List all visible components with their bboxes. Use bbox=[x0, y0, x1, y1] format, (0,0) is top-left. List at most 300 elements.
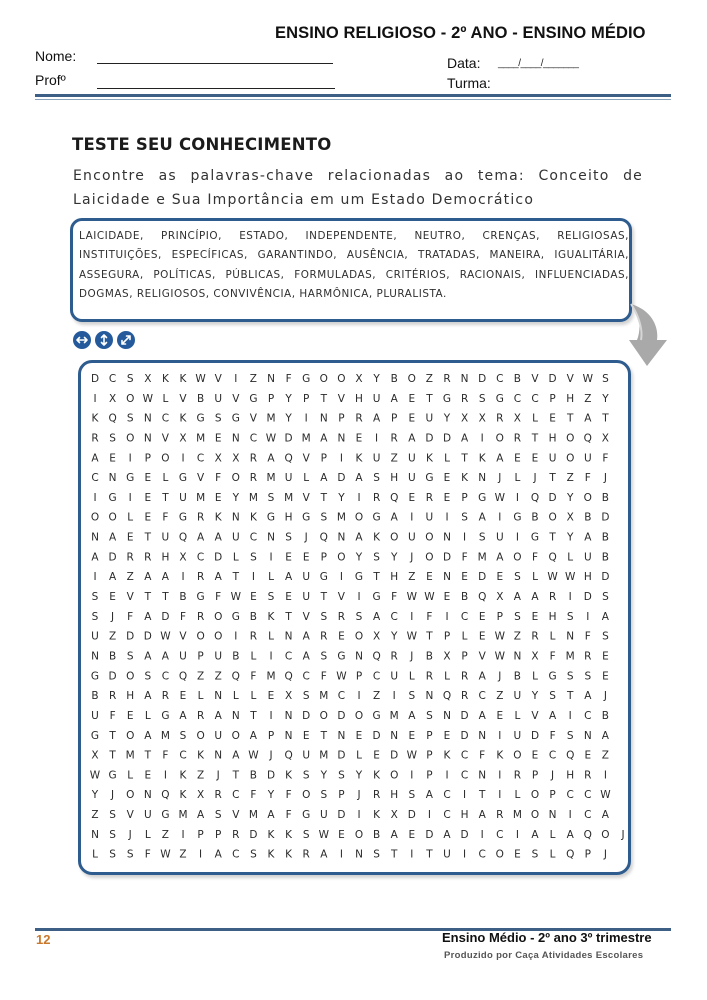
grid-letter[interactable]: I bbox=[357, 591, 361, 603]
grid-letter[interactable]: D bbox=[530, 729, 540, 742]
grid-letter[interactable]: O bbox=[566, 452, 575, 465]
grid-letter[interactable]: I bbox=[357, 690, 361, 703]
grid-letter[interactable]: D bbox=[161, 610, 170, 623]
grid-letter[interactable]: D bbox=[337, 809, 346, 821]
grid-letter[interactable]: S bbox=[408, 789, 416, 802]
grid-letter[interactable]: F bbox=[549, 729, 556, 742]
grid-letter[interactable]: U bbox=[302, 749, 311, 762]
grid-letter[interactable]: M bbox=[565, 650, 575, 663]
grid-letter[interactable]: N bbox=[231, 432, 240, 445]
grid-letter[interactable]: N bbox=[284, 630, 293, 643]
grid-letter[interactable]: W bbox=[582, 373, 593, 385]
grid-letter[interactable]: C bbox=[249, 531, 258, 544]
teacher-field[interactable] bbox=[97, 88, 335, 89]
grid-letter[interactable]: I bbox=[357, 809, 361, 821]
grid-letter[interactable]: I bbox=[568, 591, 572, 603]
grid-letter[interactable]: M bbox=[319, 690, 329, 703]
grid-letter[interactable]: C bbox=[232, 789, 240, 802]
grid-letter[interactable]: E bbox=[338, 630, 345, 643]
grid-letter[interactable]: U bbox=[214, 729, 223, 742]
grid-letter[interactable]: I bbox=[199, 848, 203, 861]
grid-letter[interactable]: L bbox=[232, 690, 239, 703]
grid-letter[interactable]: C bbox=[196, 452, 205, 465]
grid-letter[interactable]: I bbox=[234, 630, 238, 643]
grid-letter[interactable]: D bbox=[390, 749, 399, 762]
grid-letter[interactable]: L bbox=[144, 828, 151, 841]
grid-letter[interactable]: D bbox=[90, 373, 100, 385]
grid-letter[interactable]: H bbox=[566, 769, 575, 782]
grid-letter[interactable]: M bbox=[284, 491, 294, 504]
grid-letter[interactable]: U bbox=[214, 650, 223, 663]
grid-letter[interactable]: C bbox=[584, 709, 592, 722]
grid-letter[interactable]: K bbox=[179, 789, 187, 802]
grid-letter[interactable]: D bbox=[337, 709, 346, 722]
grid-letter[interactable]: K bbox=[443, 749, 451, 762]
grid-letter[interactable]: P bbox=[531, 769, 539, 782]
grid-letter[interactable]: W bbox=[494, 491, 505, 504]
grid-letter[interactable]: S bbox=[320, 610, 328, 623]
grid-letter[interactable]: P bbox=[355, 670, 363, 683]
grid-letter[interactable]: I bbox=[603, 769, 607, 782]
grid-letter[interactable]: O bbox=[126, 729, 135, 742]
grid-letter[interactable]: S bbox=[338, 769, 345, 782]
grid-letter[interactable]: I bbox=[515, 828, 519, 841]
grid-letter[interactable]: L bbox=[127, 769, 134, 782]
grid-letter[interactable]: O bbox=[126, 789, 135, 802]
grid-letter[interactable]: U bbox=[548, 452, 557, 465]
grid-letter[interactable]: R bbox=[460, 670, 469, 683]
grid-letter[interactable]: E bbox=[496, 709, 504, 722]
grid-letter[interactable]: D bbox=[266, 769, 276, 782]
grid-letter[interactable]: A bbox=[584, 531, 592, 544]
grid-letter[interactable]: T bbox=[602, 412, 609, 425]
grid-letter[interactable]: Z bbox=[390, 452, 398, 465]
grid-letter[interactable]: S bbox=[531, 848, 539, 861]
grid-letter[interactable]: I bbox=[181, 571, 185, 584]
grid-letter[interactable]: P bbox=[496, 610, 503, 623]
grid-letter[interactable]: R bbox=[91, 432, 99, 445]
grid-letter[interactable]: I bbox=[427, 809, 431, 821]
grid-letter[interactable]: B bbox=[584, 511, 592, 524]
grid-letter[interactable]: V bbox=[179, 392, 187, 405]
grid-letter[interactable]: Z bbox=[214, 670, 222, 683]
grid-letter[interactable]: F bbox=[549, 650, 556, 663]
grid-letter[interactable]: E bbox=[461, 571, 468, 584]
grid-letter[interactable]: N bbox=[443, 531, 451, 544]
grid-letter[interactable]: I bbox=[269, 709, 273, 722]
grid-letter[interactable]: I bbox=[375, 432, 379, 445]
grid-letter[interactable]: B bbox=[531, 511, 539, 524]
grid-letter[interactable]: P bbox=[461, 650, 468, 663]
grid-letter[interactable]: S bbox=[91, 591, 99, 603]
grid-letter[interactable]: A bbox=[232, 749, 240, 762]
grid-letter[interactable]: S bbox=[355, 610, 363, 623]
grid-letter[interactable]: K bbox=[425, 452, 433, 465]
grid-letter[interactable]: E bbox=[531, 610, 539, 623]
grid-letter[interactable]: F bbox=[426, 610, 433, 623]
grid-letter[interactable]: U bbox=[214, 392, 223, 405]
grid-letter[interactable]: G bbox=[530, 531, 540, 544]
grid-letter[interactable]: G bbox=[442, 392, 452, 405]
grid-letter[interactable]: A bbox=[144, 690, 152, 703]
grid-letter[interactable]: Q bbox=[161, 789, 170, 802]
grid-letter[interactable]: D bbox=[425, 432, 434, 445]
grid-letter[interactable]: R bbox=[196, 571, 205, 584]
grid-letter[interactable]: A bbox=[320, 472, 328, 485]
grid-letter[interactable]: V bbox=[249, 412, 257, 425]
grid-letter[interactable]: G bbox=[231, 610, 240, 623]
grid-letter[interactable]: A bbox=[390, 828, 398, 841]
grid-letter[interactable]: I bbox=[410, 610, 414, 623]
grid-letter[interactable]: A bbox=[478, 809, 486, 821]
grid-letter[interactable]: A bbox=[355, 472, 363, 485]
grid-letter[interactable]: S bbox=[144, 670, 152, 683]
grid-letter[interactable]: S bbox=[91, 610, 99, 623]
grid-letter[interactable]: Z bbox=[179, 848, 187, 861]
grid-letter[interactable]: I bbox=[515, 531, 519, 544]
date-field[interactable]: ____/____/_______ bbox=[498, 58, 579, 69]
grid-letter[interactable]: U bbox=[179, 491, 187, 504]
grid-letter[interactable]: L bbox=[232, 551, 239, 564]
grid-letter[interactable]: Y bbox=[285, 392, 292, 405]
grid-letter[interactable]: A bbox=[443, 828, 451, 841]
grid-letter[interactable]: C bbox=[584, 789, 592, 802]
diagonal-arrows-icon[interactable] bbox=[117, 331, 135, 349]
grid-letter[interactable]: D bbox=[478, 373, 487, 385]
grid-letter[interactable]: G bbox=[372, 709, 381, 722]
grid-letter[interactable]: V bbox=[161, 432, 169, 445]
grid-letter[interactable]: L bbox=[461, 630, 468, 643]
grid-letter[interactable]: O bbox=[583, 491, 592, 504]
grid-letter[interactable]: N bbox=[443, 709, 451, 722]
grid-letter[interactable]: U bbox=[91, 709, 99, 722]
grid-letter[interactable]: M bbox=[319, 749, 329, 762]
grid-letter[interactable]: K bbox=[496, 749, 504, 762]
grid-letter[interactable]: C bbox=[161, 670, 170, 683]
grid-letter[interactable]: R bbox=[443, 373, 451, 385]
grid-letter[interactable]: T bbox=[426, 630, 433, 643]
grid-letter[interactable]: E bbox=[144, 769, 152, 782]
grid-letter[interactable]: B bbox=[249, 769, 258, 782]
grid-letter[interactable]: G bbox=[161, 709, 170, 722]
grid-letter[interactable]: Y bbox=[267, 789, 275, 802]
grid-letter[interactable]: L bbox=[514, 789, 521, 802]
grid-letter[interactable]: A bbox=[584, 690, 592, 703]
grid-letter[interactable]: E bbox=[478, 610, 486, 623]
grid-letter[interactable]: O bbox=[126, 432, 135, 445]
grid-letter[interactable]: O bbox=[161, 452, 170, 465]
grid-letter[interactable]: A bbox=[161, 650, 169, 663]
grid-letter[interactable]: A bbox=[601, 610, 609, 623]
grid-letter[interactable]: P bbox=[320, 452, 327, 465]
grid-letter[interactable]: G bbox=[372, 591, 381, 603]
grid-letter[interactable]: D bbox=[478, 571, 487, 584]
grid-letter[interactable]: R bbox=[249, 452, 258, 465]
grid-letter[interactable]: K bbox=[461, 472, 469, 485]
grid-letter[interactable]: U bbox=[91, 630, 99, 643]
grid-letter[interactable]: A bbox=[214, 571, 222, 584]
grid-letter[interactable]: A bbox=[109, 531, 117, 544]
grid-letter[interactable]: B bbox=[513, 373, 522, 385]
grid-letter[interactable]: G bbox=[354, 571, 364, 584]
grid-letter[interactable]: T bbox=[320, 491, 328, 504]
grid-letter[interactable]: L bbox=[356, 749, 362, 762]
grid-letter[interactable]: T bbox=[109, 749, 116, 762]
grid-letter[interactable]: R bbox=[460, 392, 469, 405]
grid-letter[interactable]: G bbox=[196, 412, 205, 425]
grid-letter[interactable]: W bbox=[494, 630, 505, 643]
grid-letter[interactable]: G bbox=[337, 650, 346, 663]
grid-letter[interactable]: C bbox=[496, 828, 504, 841]
grid-letter[interactable]: Y bbox=[285, 412, 292, 425]
grid-letter[interactable]: L bbox=[567, 551, 574, 564]
grid-letter[interactable]: K bbox=[179, 373, 187, 385]
grid-letter[interactable]: V bbox=[531, 709, 539, 722]
grid-letter[interactable]: G bbox=[372, 511, 381, 524]
grid-letter[interactable]: I bbox=[445, 769, 449, 782]
grid-letter[interactable]: I bbox=[568, 809, 572, 821]
grid-letter[interactable]: L bbox=[250, 650, 257, 663]
grid-letter[interactable]: M bbox=[196, 432, 206, 445]
grid-letter[interactable]: E bbox=[285, 591, 292, 603]
grid-letter[interactable]: B bbox=[179, 591, 187, 603]
grid-letter[interactable]: R bbox=[425, 491, 434, 504]
grid-letter[interactable]: S bbox=[126, 650, 134, 663]
grid-letter[interactable]: I bbox=[463, 848, 467, 861]
grid-letter[interactable]: A bbox=[249, 729, 257, 742]
grid-letter[interactable]: X bbox=[496, 591, 504, 603]
grid-letter[interactable]: P bbox=[461, 491, 468, 504]
grid-letter[interactable]: B bbox=[601, 531, 610, 544]
grid-letter[interactable]: H bbox=[126, 690, 135, 703]
grid-letter[interactable]: R bbox=[513, 769, 522, 782]
grid-letter[interactable]: W bbox=[494, 650, 505, 663]
grid-letter[interactable]: L bbox=[197, 690, 204, 703]
grid-letter[interactable]: S bbox=[566, 610, 574, 623]
grid-letter[interactable]: O bbox=[548, 511, 557, 524]
grid-letter[interactable]: P bbox=[584, 848, 591, 861]
grid-letter[interactable]: X bbox=[144, 373, 152, 385]
grid-letter[interactable]: X bbox=[232, 452, 240, 465]
grid-letter[interactable]: A bbox=[355, 531, 363, 544]
grid-letter[interactable]: E bbox=[338, 828, 345, 841]
grid-letter[interactable]: E bbox=[144, 511, 152, 524]
grid-letter[interactable]: D bbox=[214, 551, 223, 564]
grid-letter[interactable]: R bbox=[108, 690, 117, 703]
grid-letter[interactable]: O bbox=[513, 749, 522, 762]
grid-letter[interactable]: U bbox=[179, 650, 187, 663]
grid-letter[interactable]: T bbox=[549, 472, 556, 485]
grid-letter[interactable]: S bbox=[408, 690, 416, 703]
grid-letter[interactable]: G bbox=[478, 491, 487, 504]
grid-letter[interactable]: F bbox=[531, 551, 539, 564]
grid-letter[interactable]: E bbox=[408, 828, 416, 841]
grid-letter[interactable]: D bbox=[442, 432, 452, 445]
grid-letter[interactable]: T bbox=[109, 729, 116, 742]
grid-letter[interactable]: O bbox=[126, 670, 135, 683]
grid-letter[interactable]: G bbox=[495, 392, 504, 405]
grid-letter[interactable]: H bbox=[548, 610, 557, 623]
grid-letter[interactable]: W bbox=[406, 749, 417, 762]
grid-letter[interactable]: N bbox=[337, 531, 346, 544]
grid-letter[interactable]: E bbox=[478, 630, 486, 643]
name-field[interactable] bbox=[97, 63, 333, 64]
grid-letter[interactable]: P bbox=[338, 412, 345, 425]
grid-letter[interactable]: N bbox=[214, 749, 223, 762]
grid-letter[interactable]: X bbox=[179, 551, 187, 564]
grid-letter[interactable]: E bbox=[126, 531, 134, 544]
grid-letter[interactable]: A bbox=[267, 809, 275, 821]
grid-letter[interactable]: A bbox=[513, 591, 521, 603]
grid-letter[interactable]: U bbox=[372, 452, 381, 465]
grid-letter[interactable]: N bbox=[513, 650, 522, 663]
grid-letter[interactable]: R bbox=[196, 511, 205, 524]
grid-letter[interactable]: A bbox=[320, 848, 328, 861]
grid-letter[interactable]: P bbox=[320, 551, 327, 564]
grid-letter[interactable]: S bbox=[426, 709, 433, 722]
grid-letter[interactable]: W bbox=[547, 571, 558, 584]
grid-letter[interactable]: V bbox=[197, 472, 205, 485]
grid-letter[interactable]: U bbox=[143, 809, 152, 821]
grid-letter[interactable]: D bbox=[372, 729, 381, 742]
grid-letter[interactable]: T bbox=[232, 769, 240, 782]
grid-letter[interactable]: A bbox=[373, 412, 381, 425]
grid-letter[interactable]: R bbox=[144, 551, 152, 564]
grid-letter[interactable]: E bbox=[602, 670, 609, 683]
grid-letter[interactable]: N bbox=[337, 432, 346, 445]
grid-letter[interactable]: S bbox=[602, 373, 609, 385]
grid-letter[interactable]: V bbox=[302, 452, 310, 465]
grid-letter[interactable]: U bbox=[495, 531, 504, 544]
grid-letter[interactable]: I bbox=[515, 491, 519, 504]
grid-letter[interactable]: M bbox=[266, 412, 276, 425]
grid-letter[interactable]: U bbox=[319, 809, 328, 821]
grid-letter[interactable]: Q bbox=[372, 650, 381, 663]
grid-letter[interactable]: O bbox=[126, 392, 135, 405]
grid-letter[interactable]: E bbox=[408, 491, 416, 504]
grid-letter[interactable]: F bbox=[584, 630, 591, 643]
grid-letter[interactable]: R bbox=[196, 709, 205, 722]
grid-letter[interactable]: C bbox=[302, 670, 310, 683]
grid-letter[interactable]: K bbox=[285, 848, 293, 861]
grid-letter[interactable]: K bbox=[373, 769, 381, 782]
grid-letter[interactable]: W bbox=[565, 571, 576, 584]
grid-letter[interactable]: X bbox=[108, 392, 117, 405]
grid-letter[interactable]: K bbox=[214, 511, 222, 524]
grid-letter[interactable]: I bbox=[304, 412, 308, 425]
grid-letter[interactable]: Q bbox=[231, 670, 240, 683]
grid-letter[interactable]: P bbox=[303, 392, 310, 405]
grid-letter[interactable]: E bbox=[531, 749, 539, 762]
grid-letter[interactable]: X bbox=[214, 452, 222, 465]
grid-letter[interactable]: A bbox=[408, 432, 416, 445]
grid-letter[interactable]: A bbox=[478, 511, 486, 524]
grid-letter[interactable]: R bbox=[337, 610, 346, 623]
grid-letter[interactable]: S bbox=[478, 531, 486, 544]
grid-letter[interactable]: F bbox=[285, 809, 292, 821]
grid-letter[interactable]: J bbox=[621, 828, 625, 841]
grid-letter[interactable]: E bbox=[267, 690, 275, 703]
grid-letter[interactable]: J bbox=[269, 749, 273, 762]
grid-letter[interactable]: I bbox=[498, 729, 502, 742]
grid-letter[interactable]: I bbox=[480, 432, 484, 445]
grid-letter[interactable]: B bbox=[196, 392, 205, 405]
grid-letter[interactable]: F bbox=[479, 749, 486, 762]
grid-letter[interactable]: M bbox=[178, 809, 188, 821]
grid-letter[interactable]: Q bbox=[108, 412, 117, 425]
grid-letter[interactable]: T bbox=[144, 749, 152, 762]
grid-letter[interactable]: E bbox=[144, 472, 152, 485]
grid-letter[interactable]: D bbox=[548, 373, 557, 385]
grid-letter[interactable]: G bbox=[161, 809, 170, 821]
grid-letter[interactable]: L bbox=[268, 571, 274, 584]
grid-letter[interactable]: S bbox=[514, 571, 521, 584]
grid-letter[interactable]: Z bbox=[584, 392, 592, 405]
grid-letter[interactable]: E bbox=[109, 591, 116, 603]
grid-letter[interactable]: Z bbox=[425, 373, 434, 385]
grid-letter[interactable]: A bbox=[91, 452, 99, 465]
grid-letter[interactable]: U bbox=[583, 551, 592, 564]
grid-letter[interactable]: G bbox=[90, 670, 100, 683]
grid-letter[interactable]: R bbox=[320, 630, 328, 643]
grid-letter[interactable]: D bbox=[108, 670, 117, 683]
grid-letter[interactable]: R bbox=[496, 809, 504, 821]
grid-letter[interactable]: Z bbox=[196, 769, 205, 782]
grid-letter[interactable]: X bbox=[478, 412, 486, 425]
grid-letter[interactable]: O bbox=[196, 630, 205, 643]
grid-letter[interactable]: D bbox=[108, 551, 117, 564]
grid-letter[interactable]: L bbox=[408, 670, 415, 683]
grid-letter[interactable]: X bbox=[372, 630, 381, 643]
grid-letter[interactable]: C bbox=[108, 373, 117, 385]
grid-letter[interactable]: U bbox=[443, 848, 451, 861]
grid-letter[interactable]: P bbox=[197, 828, 204, 841]
grid-letter[interactable]: A bbox=[179, 709, 187, 722]
grid-letter[interactable]: Y bbox=[566, 491, 574, 504]
grid-letter[interactable]: X bbox=[601, 432, 610, 445]
grid-letter[interactable]: K bbox=[267, 610, 275, 623]
grid-letter[interactable]: G bbox=[266, 511, 276, 524]
grid-letter[interactable]: D bbox=[337, 472, 346, 485]
grid-letter[interactable]: Z bbox=[126, 571, 134, 584]
grid-letter[interactable]: J bbox=[410, 650, 414, 663]
grid-letter[interactable]: S bbox=[267, 591, 275, 603]
grid-letter[interactable]: T bbox=[373, 571, 380, 584]
grid-letter[interactable]: A bbox=[144, 729, 152, 742]
grid-letter[interactable]: T bbox=[320, 392, 328, 405]
grid-letter[interactable]: A bbox=[214, 709, 222, 722]
grid-letter[interactable]: E bbox=[109, 452, 116, 465]
grid-letter[interactable]: U bbox=[231, 531, 240, 544]
grid-letter[interactable]: A bbox=[267, 452, 275, 465]
grid-letter[interactable]: X bbox=[513, 412, 522, 425]
grid-letter[interactable]: L bbox=[444, 452, 450, 465]
grid-letter[interactable]: I bbox=[181, 452, 185, 465]
grid-letter[interactable]: N bbox=[143, 412, 152, 425]
grid-letter[interactable]: C bbox=[284, 650, 293, 663]
grid-letter[interactable]: O bbox=[231, 472, 240, 485]
grid-letter[interactable]: G bbox=[231, 412, 240, 425]
grid-letter[interactable]: B bbox=[91, 690, 99, 703]
grid-letter[interactable]: N bbox=[460, 373, 469, 385]
grid-letter[interactable]: R bbox=[584, 650, 592, 663]
grid-letter[interactable]: F bbox=[602, 452, 609, 465]
grid-letter[interactable]: J bbox=[128, 828, 132, 841]
grid-letter[interactable]: F bbox=[144, 848, 151, 861]
grid-letter[interactable]: Z bbox=[372, 690, 381, 703]
grid-letter[interactable]: L bbox=[549, 828, 556, 841]
grid-letter[interactable]: O bbox=[214, 610, 223, 623]
